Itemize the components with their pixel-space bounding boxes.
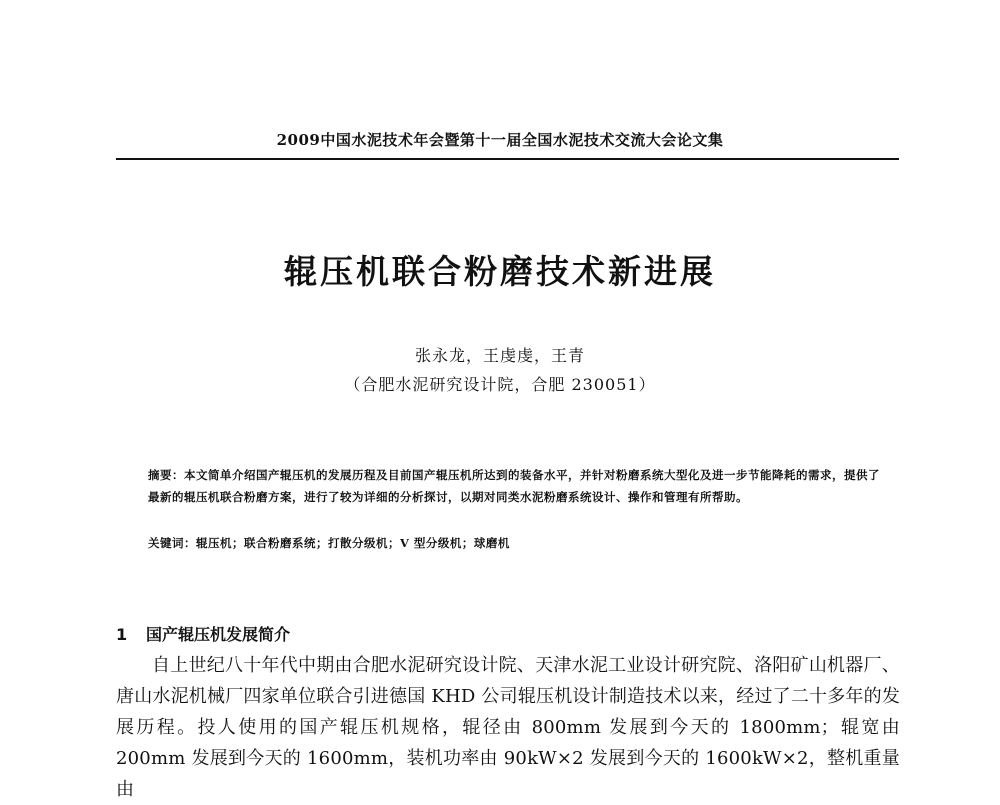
header-rule	[116, 158, 899, 160]
affiliation: （合肥水泥研究设计院，合肥 230051）	[344, 375, 656, 394]
keywords-text: 辊压机；联合粉磨系统；打散分级机；V 型分级机；球磨机	[196, 536, 510, 550]
abstract	[148, 464, 888, 508]
keywords	[148, 532, 888, 554]
section-title: 国产辊压机发展简介	[146, 625, 291, 644]
keywords-label: 关键词：	[148, 536, 196, 550]
paper-title: 辊压机联合粉磨技术新进展	[284, 252, 716, 291]
section-heading	[116, 622, 290, 645]
body-paragraph: 自上世纪八十年代中期由合肥水泥研究设计院、天津水泥工业设计研究院、洛阳矿山机器厂、唐山水泥机械厂四家单位联合引进德国 KHD 公司辊压机设计制造技术以来，经过了二十多年的发展历程。投人使用的国产辊压机规格，辊径由 800mm 发展到今天的 1800mm；辊宽由 200mm 发展到今天的 1600mm，装机功率由 90kW×2 发展到今天的 1600kW×2，整机重量由	[116, 655, 901, 800]
abstract-label: 摘要：	[148, 468, 184, 482]
authors: 张永龙，王虔虔，王青	[414, 346, 585, 365]
section-number: 1	[116, 625, 128, 644]
running-header: 2009中国水泥技术年会暨第十一届全国水泥技术交流大会论文集	[276, 131, 724, 149]
abstract-text: 本文简单介绍国产辊压机的发展历程及目前国产辊压机所达到的装备水平，并针对粉磨系统大型化及进一步节能降耗的需求，提供了最新的辊压机联合粉磨方案，进行了较为详细的分析探讨，以期对同类水泥粉磨系统设计、操作和管理有所帮助。	[148, 468, 880, 504]
